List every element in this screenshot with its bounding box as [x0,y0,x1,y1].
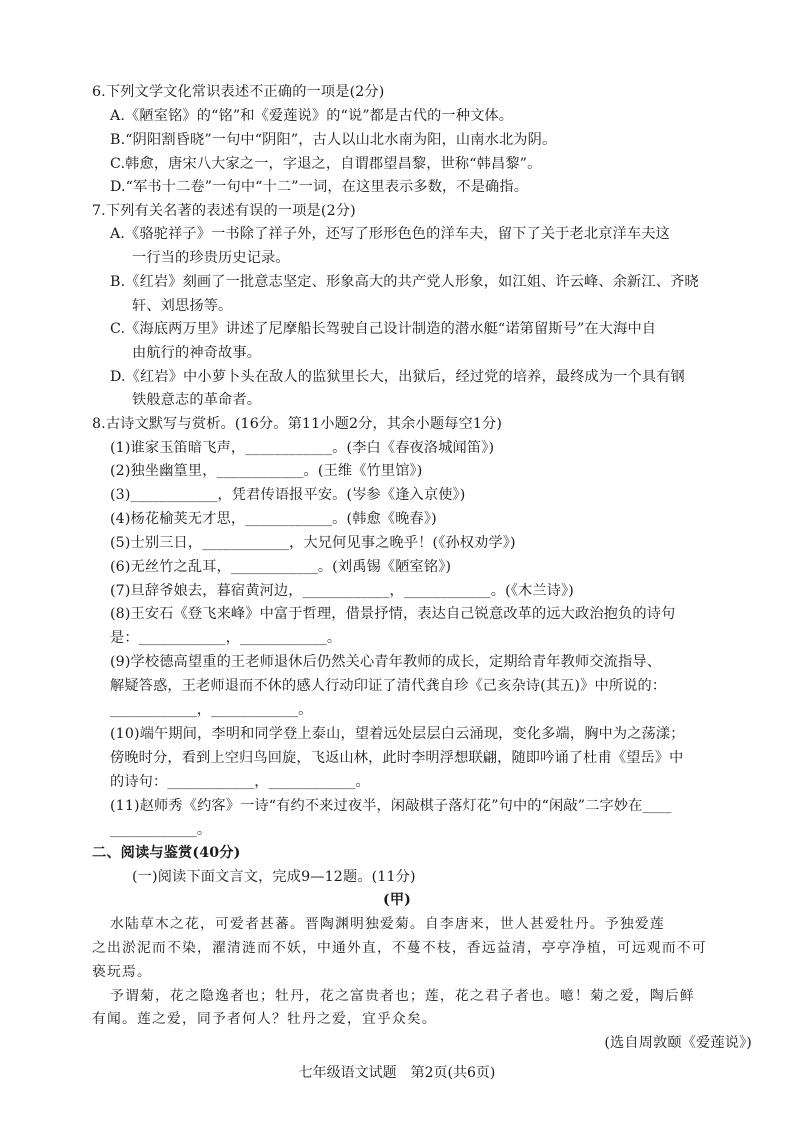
passage-label-jia: (甲) [382,892,412,908]
passage-line-1: 水陆草木之花，可爱者甚蕃。晋陶渊明独爱菊。自李唐来，世人甚爱牡丹。予独爱莲 [110,916,665,932]
q7-option-a-cont: 一行当的珍贵历史记录。 [132,250,290,266]
q8-item-10: (10)端午期间，李明和同学登上泰山，望着远处层层白云涌现，变化多端，胸中为之荡漾； [110,726,685,742]
q8-item-6: (6)无丝竹之乱耳，____________。(刘禹锡《陋室铭》) [110,559,452,575]
q7-option-c-cont: 由航行的神奇故事。 [132,345,262,361]
page-footer: 七年级语文试题 第2页(共6页) [298,1065,496,1081]
q7-option-b: B.《红岩》刻画了一批意志坚定、形象高大的共产党人形象，如江姐、许云峰、余新江、齐晓 [110,274,699,290]
q8-item-11-cont: ____________。 [110,822,212,838]
q8-item-2: (2)独坐幽篁里，____________。(王维《竹里馆》) [110,463,423,479]
passage-source: (选自周敦颐《爱莲说》) [604,1035,752,1051]
q8-item-9: (9)学校德高望重的王老师退休后仍然关心青年教师的成长，定期给青年教师交流指导、 [110,654,662,670]
q7-option-d-cont: 铁般意志的革命者。 [132,392,262,408]
q8-item-4: (4)杨花榆荚无才思，____________。(韩愈《晚春》) [110,511,437,527]
q7-option-c: C.《海底两万里》讲述了尼摩船长驾驶自己设计制造的潜水艇“诺第留斯号”在大海中自 [110,321,657,337]
passage-line-4: 予谓菊，花之隐逸者也；牡丹，花之富贵者也；莲，花之君子者也。噫！菊之爱，陶后鲜 [110,988,695,1004]
q8-item-3: (3)____________，凭君传语报平安。(岑参《逢入京使》) [110,487,466,503]
passage-line-5: 有闻。莲之爱，同予者何人？牡丹之爱，宜乎众矣。 [92,1011,437,1027]
passage-line-2: 之出淤泥而不染，濯清涟而不妖，中通外直，不蔓不枝，香远益清，亭亭净植，可远观而不可 [92,940,707,956]
passage-line-3: 亵玩焉。 [92,964,152,980]
q8-item-7: (7)旦辞爷娘去，暮宿黄河边，____________，____________。(《木兰诗》) [110,583,574,599]
q8-item-1: (1)谁家玉笛暗飞声，____________。(李白《春夜洛城闻笛》) [110,440,495,456]
q8-item-10-cont: 傍晚时分，看到上空归鸟回旋，飞返山林，此时李明浮想联翩，随即吟诵了杜甫《望岳》中 [110,750,684,766]
q6-option-d: D.“军书十二卷”一句中“十二”一词，在这里表示多数，不是确指。 [110,179,529,195]
q7-option-d: D.《红岩》中小萝卜头在敌人的监狱里长大，出狱后，经过党的培养，最终成为一个具有钢 [110,369,685,385]
q8-item-11: (11)赵师秀《约客》一诗“有约不来过夜半，闲敲棋子落灯花”句中的“闲敲”二字妙在____ [110,798,672,814]
q7-option-a: A.《骆驼祥子》一书除了祥子外，还写了形形色色的洋车夫，留下了关于老北京洋车夫这 [110,226,670,242]
q6-option-a: A.《陋室铭》的“铭”和《爱莲说》的“说”都是古代的一种文体。 [110,108,514,124]
q8-item-5: (5)士别三日，____________，大兄何见事之晚乎！(《孙权劝学》) [110,535,516,551]
q8-item-10-blanks: 的诗句：____________，____________。 [110,774,370,790]
q6-option-b: B.“阴阳割昏晓”一句中“阴阳”，古人以山北水南为阳，山南水北为阴。 [110,132,557,148]
q8-item-8-cont: 是：____________，____________。 [110,630,342,646]
q6-option-c: C.韩愈，唐宋八大家之一，字退之，自谓郡望昌黎，世称“韩昌黎”。 [110,156,542,172]
q8-item-8: (8)王安石《登飞来峰》中富于哲理，借景抒情，表达自己锐意改革的远大政治抱负的诗句 [110,606,676,622]
section-subheading: (一)阅读下面文言文，完成9—12题。(11分) [132,869,416,885]
q8-item-9-cont: 解疑答惑，王老师退而不休的感人行动印证了清代龚自珍《己亥杂诗(其五)》中所说的： [110,678,667,694]
q7-option-b-cont: 轩、刘思扬等。 [132,298,233,314]
q7-stem: 7.下列有关名著的表述有误的一项是(2分) [92,203,356,219]
q8-stem: 8.古诗文默写与赏析。(16分。第11小题2分，其余小题每空1分) [92,416,503,432]
q8-item-9-blanks: ____________，____________。 [110,702,313,718]
q6-stem: 6.下列文学文化常识表述不正确的一项是(2分) [92,84,385,100]
section-heading: 二、阅读与鉴赏(40分) [92,845,241,861]
